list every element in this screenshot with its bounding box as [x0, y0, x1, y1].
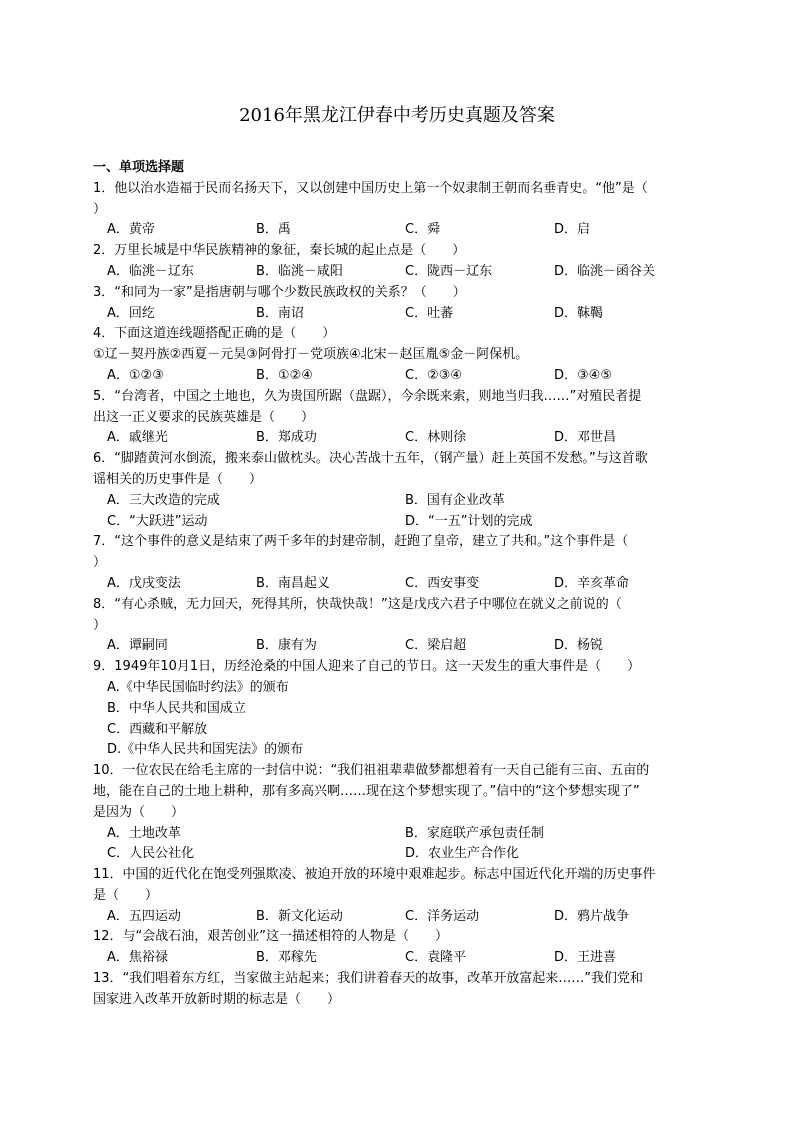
option-b: B．家庭联产承包责任制 — [405, 825, 544, 841]
option-a: A．土地改革 — [107, 825, 181, 841]
question-1-stem: 1．他以治水造福于民而名扬天下，又以创建中国历史上第一个奴隶制王朝而名垂青史。“他”是（ — [93, 180, 648, 196]
option-a: A．①②③ — [107, 367, 164, 383]
section-heading: 一、单项选择题 — [93, 160, 185, 175]
question-6-stem: 6．“脚踏黄河水倒流，搬来泰山做枕头。决心苦战十五年，（钢产量）赶上英国不发愁。”与这首歌 — [93, 451, 648, 467]
question-4-stem: 4．下面这道连线题搭配正确的是（ ） — [93, 326, 336, 342]
question-8-options — [93, 636, 703, 657]
option-a: A．戚继光 — [107, 430, 168, 446]
option-b: B．禹 — [256, 222, 291, 238]
option-c: C．吐蕃 — [405, 305, 454, 321]
question-1 — [93, 179, 703, 241]
question-5-stem: 5．“台湾者，中国之土地也，久为贵国所踞（盘踞），今余既来索，则地当归我……”对殖民者提 — [93, 388, 642, 404]
question-6 — [93, 449, 703, 532]
option-d: D．临洮－函谷关 — [554, 263, 656, 279]
option-d: D．靺鞨 — [554, 305, 604, 321]
question-1-stem-cont: ） — [93, 201, 107, 217]
question-7 — [93, 532, 703, 594]
question-13-stem-cont: 国家进入改革开放新时期的标志是（ ） — [93, 991, 341, 1007]
question-11-stem: 11．中国的近代化在饱受列强欺凌、被迫开放的环境中艰难起步。标志中国近代化开端的历史事件 — [93, 867, 656, 883]
question-5-stem-cont: 出这一正义要求的民族英雄是（ ） — [93, 409, 315, 425]
option-a: A.《中华民国临时约法》的颁布 — [107, 679, 289, 695]
option-b: B．南诏 — [256, 305, 304, 321]
option-b: B．郑成功 — [256, 430, 317, 446]
question-6-options-row2 — [93, 512, 703, 533]
question-11-stem-cont: 是（ ） — [93, 887, 159, 903]
option-a: A．黄帝 — [107, 222, 155, 238]
question-list — [93, 158, 703, 1011]
option-a: A．临洮－辽东 — [107, 263, 194, 279]
option-a: A．五四运动 — [107, 908, 181, 924]
option-c: C．“大跃进”运动 — [107, 513, 208, 529]
option-c: C．西安事变 — [405, 575, 480, 591]
question-9 — [93, 657, 703, 761]
question-7-stem: 7．“这个事件的意义是结束了两千多年的封建帝制，赶跑了皇帝，建立了共和。”这个事件是（ — [93, 534, 629, 550]
option-c: C．人民公社化 — [107, 846, 195, 862]
question-10-stem-cont: 地，能在自己的土地上耕种，那有多高兴啊……现在这个梦想实现了。”信中的“这个梦想实现了” — [93, 783, 640, 799]
option-c: C．林则徐 — [405, 430, 467, 446]
option-d: D．王进喜 — [554, 950, 617, 966]
option-d: D．鸦片战争 — [554, 908, 630, 924]
question-12-stem: 12．与“会战石油，艰苦创业”这一描述相符的人物是（ ） — [93, 929, 449, 945]
question-8 — [93, 595, 703, 657]
option-a: A．焦裕禄 — [107, 950, 168, 966]
question-8-stem: 8．“有心杀贼，无力回天，死得其所，快哉快哉！”这是戊戌六君子中哪位在就义之前说的（ — [93, 596, 622, 612]
question-2-stem: 2．万里长城是中华民族精神的象征，秦长城的起止点是（ ） — [93, 243, 466, 259]
question-6-stem-cont: 谣相关的历史事件是（ ） — [93, 471, 263, 487]
question-9-stem: 9．1949年10月1日，历经沧桑的中国人迎来了自己的节日。这一天发生的重大事件是（ ） — [93, 659, 641, 675]
option-b: B．新文化运动 — [256, 908, 343, 924]
question-10-stem-end: 是因为（ ） — [93, 804, 185, 820]
question-12 — [93, 927, 703, 969]
option-a: A．戊戌变法 — [107, 575, 181, 591]
option-b: B．中华人民共和国成立 — [107, 700, 246, 716]
option-d: D．辛亥革命 — [554, 575, 630, 591]
option-c: C．洋务运动 — [405, 908, 480, 924]
option-c: C．西藏和平解放 — [107, 721, 208, 737]
option-a: A．谭嗣同 — [107, 638, 168, 654]
option-d: D．“一五”计划的完成 — [405, 513, 533, 529]
option-b: B．南昌起义 — [256, 575, 330, 591]
question-6-options-row1 — [93, 491, 703, 512]
question-7-options — [93, 574, 703, 595]
question-5-options — [93, 428, 703, 449]
option-d: D．杨锐 — [554, 638, 604, 654]
question-4-options — [93, 366, 703, 387]
option-d: D．农业生产合作化 — [405, 846, 520, 862]
question-10-options-row2 — [93, 844, 703, 865]
question-1-options — [93, 220, 703, 241]
option-d: D．③④⑤ — [554, 367, 612, 383]
option-b: B．邓稼先 — [256, 950, 317, 966]
page-title: 2016年黑龙江伊春中考历史真题及答案 — [239, 105, 555, 126]
option-d: D．启 — [554, 222, 591, 238]
question-10-stem: 10．一位农民在给毛主席的一封信中说：“我们祖祖辈辈做梦都想着有一天自己能有三亩、五亩的 — [93, 763, 650, 779]
option-b: B．康有为 — [256, 638, 317, 654]
question-4 — [93, 324, 703, 386]
question-7-stem-cont: ） — [93, 555, 107, 571]
question-3-options — [93, 304, 703, 325]
option-c: C．袁隆平 — [405, 950, 467, 966]
option-a: A．回纥 — [107, 305, 155, 321]
question-8-stem-cont: ） — [93, 617, 107, 633]
option-b: B．①②④ — [256, 367, 313, 383]
option-b: B．国有企业改革 — [405, 492, 505, 508]
question-5 — [93, 387, 703, 449]
option-d: D.《中华人民共和国宪法》的颁布 — [107, 742, 304, 758]
option-d: D．邓世昌 — [554, 430, 617, 446]
question-13 — [93, 969, 703, 1011]
option-c: C．梁启超 — [405, 638, 467, 654]
option-c: C．舜 — [405, 222, 441, 238]
question-10 — [93, 761, 703, 865]
option-b: B．临洮－咸阳 — [256, 263, 343, 279]
question-4-detail: ①辽－契丹族②西夏－元昊③阿骨打－党项族④北宋－赵匡胤⑤金－阿保机。 — [93, 347, 529, 363]
option-a: A．三大改造的完成 — [107, 492, 220, 508]
option-c: C．陇西－辽东 — [405, 263, 493, 279]
question-13-stem: 13．“我们唱着东方红，当家做主站起来；我们讲着春天的故事，改革开放富起来……”我们党和 — [93, 971, 644, 987]
question-10-options-row1 — [93, 824, 703, 845]
question-2-options — [93, 262, 703, 283]
question-11 — [93, 865, 703, 927]
question-3-stem: 3．“和同为一家”是指唐朝与哪个少数民族政权的关系？（ ） — [93, 284, 466, 300]
question-3 — [93, 283, 703, 325]
question-11-options — [93, 907, 703, 928]
question-12-options — [93, 948, 703, 969]
option-c: C．②③④ — [405, 367, 463, 383]
question-2 — [93, 241, 703, 283]
